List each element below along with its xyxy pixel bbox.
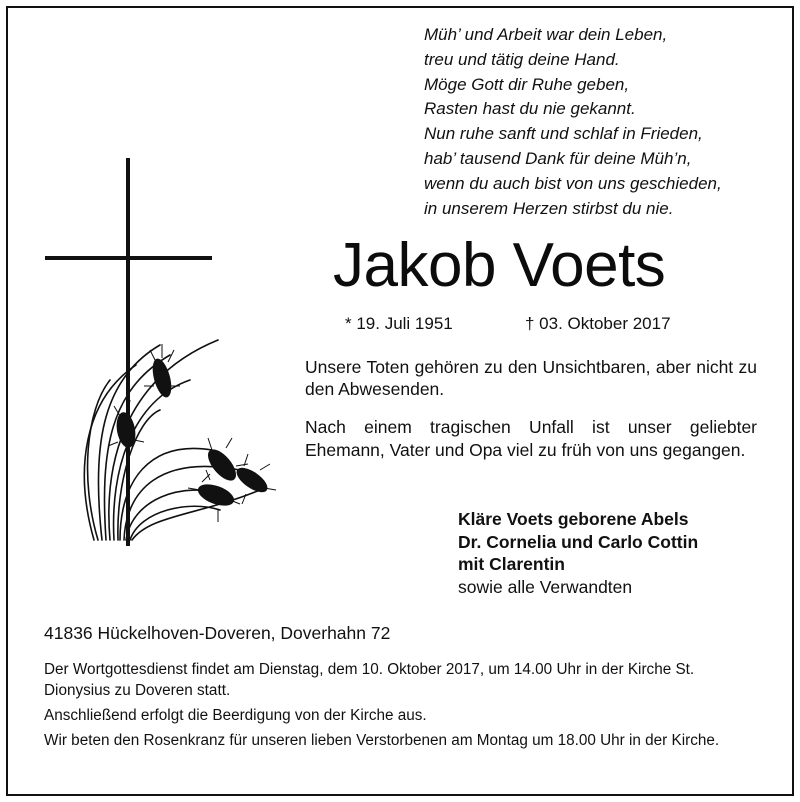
cross-with-grass-icon <box>40 150 290 550</box>
poem-line: in unserem Herzen stirbst du nie. <box>424 198 674 218</box>
mourner-line: mit Clarentin <box>458 554 565 574</box>
deceased-name: Jakob Voets <box>333 231 666 300</box>
info-paragraph: Anschließend erfolgt die Beerdigung von der Kirche aus. <box>44 707 427 724</box>
service-info <box>44 659 760 755</box>
poem-line: Möge Gott dir Ruhe geben, <box>424 74 630 94</box>
cross-icon <box>45 158 212 546</box>
info-paragraph: Der Wortgottesdienst findet am Dienstag, dem 10. Oktober 2017, um 14.00 Uhr in der Kirche St. Dionysius zu Doveren statt. <box>44 661 695 699</box>
mourners-list <box>458 508 698 598</box>
poem-line: treu und tätig deine Hand. <box>424 49 620 69</box>
poem-line: Rasten hast du nie gekannt. <box>424 99 636 119</box>
death-date: † 03. Oktober 2017 <box>525 314 671 333</box>
mourner-line: sowie alle Verwandten <box>458 576 633 597</box>
poem-line: hab’ tausend Dank für deine Müh’n, <box>424 148 692 168</box>
mourner-line: Dr. Cornelia und Carlo Cottin <box>458 531 699 552</box>
memorial-quote: Unsere Toten gehören zu den Unsichtbaren, aber nicht zu den Abwesenden. <box>305 357 757 399</box>
mourner-line: Kläre Voets geborene Abels <box>458 509 689 529</box>
poem-line: wenn du auch bist von uns geschieden, <box>424 173 722 193</box>
grass-stems <box>84 340 260 540</box>
grass-seed-heads <box>114 357 271 510</box>
birth-date: * 19. Juli 1951 <box>345 314 453 333</box>
address: 41836 Hückelhoven-Doveren, Doverhahn 72 <box>44 623 391 643</box>
poem-line: Nun ruhe sanft und schlaf in Frieden, <box>424 124 703 144</box>
poem <box>424 23 722 221</box>
poem-line: Müh’ und Arbeit war dein Leben, <box>424 25 668 44</box>
info-paragraph: Wir beten den Rosenkranz für unseren lieben Verstorbenen am Montag um 18.00 Uhr in der Kirche. <box>44 732 720 749</box>
announcement-text: Nach einem tragischen Unfall ist unser geliebter Ehemann, Vater und Opa viel zu früh von uns gegangen. <box>305 417 757 460</box>
